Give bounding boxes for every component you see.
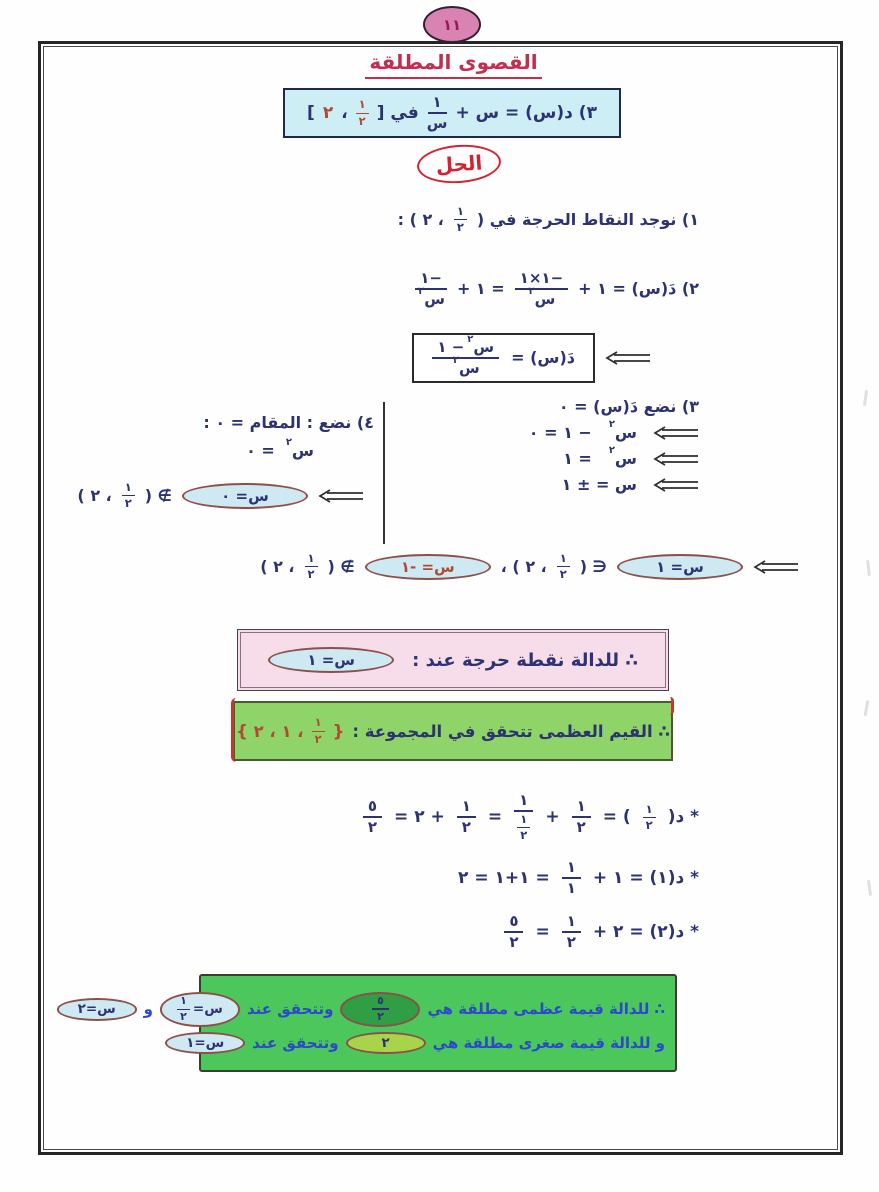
text-segment: −١	[420, 269, 442, 287]
step1-find-critical-points	[398, 205, 699, 234]
text-segment: − ١ = ٠	[528, 423, 592, 442]
fraction	[305, 552, 318, 581]
text-segment: و للدالة قيمة صغرى مطلقة هي	[432, 1034, 665, 1053]
text-segment: ٢	[307, 567, 315, 582]
fraction	[312, 716, 325, 745]
text-segment: ٢	[645, 817, 653, 832]
text-segment: ، ٢ ) :	[397, 210, 444, 230]
text-segment: ١	[432, 92, 442, 111]
oval-highlight	[346, 1032, 426, 1054]
text-segment: ]	[307, 103, 315, 123]
power-term: س ٢	[608, 418, 637, 442]
text-segment: ٢	[509, 933, 519, 952]
text-segment: س=	[192, 1001, 223, 1018]
step2-derivative	[415, 270, 699, 308]
text-segment: ٢	[377, 1010, 384, 1024]
step3-head	[559, 397, 699, 416]
implies-arrow-icon	[753, 560, 799, 574]
text-segment: ١	[456, 204, 464, 218]
text-segment: ٢	[566, 933, 576, 952]
fraction	[514, 792, 533, 843]
text-segment: ٢) دَ(س) = ١ +	[578, 279, 699, 299]
text-segment: * د(	[667, 807, 699, 828]
fraction	[363, 798, 382, 837]
fraction	[572, 798, 591, 837]
text-segment: ١	[180, 994, 187, 1008]
text-segment: ٢	[381, 1035, 390, 1052]
text-segment: ٢	[367, 818, 378, 837]
text-segment: + ٢ =	[394, 807, 445, 828]
text-segment: س	[426, 114, 448, 132]
step3-set-derivative-zero	[529, 397, 699, 494]
text-segment: ، ٢ )	[260, 557, 295, 577]
text-segment: ، ٢ )	[77, 486, 112, 506]
text-segment: = ١+١ = ٢	[458, 867, 550, 888]
power-term: س ٢	[608, 444, 637, 468]
oval-highlight	[268, 647, 394, 673]
text-segment: ، ١ ، ٢ }	[236, 721, 304, 741]
step3-row	[528, 418, 699, 442]
lesson-title: القصوى المطلقة	[365, 50, 541, 79]
text-segment: ١	[559, 551, 567, 565]
oval-highlight	[57, 998, 137, 1020]
page-number-badge	[423, 6, 481, 43]
final-answer-box	[77, 974, 677, 1072]
text-segment: ٢	[322, 103, 334, 123]
evaluation-row	[458, 859, 699, 898]
text-segment: = ١	[563, 449, 592, 468]
power-term: س ٢	[467, 334, 495, 357]
text-segment: ٣) د(س) = س +	[455, 103, 597, 123]
text-segment: ١) نوجد النقاط الحرجة في (	[476, 210, 699, 230]
fraction	[177, 995, 190, 1023]
step4-set-denominator-zero	[77, 413, 374, 510]
text-segment: ١	[358, 97, 366, 112]
text-segment: ١	[520, 812, 528, 827]
text-segment: ٤) نضع : المقام = ٠ :	[203, 413, 374, 432]
text-segment: س=٢	[77, 1001, 116, 1018]
text-segment: ٢	[576, 818, 586, 837]
fraction	[515, 270, 568, 308]
scan-artifact	[864, 700, 870, 716]
text-segment: ٥	[509, 912, 519, 931]
text-segment: ٢	[461, 818, 471, 837]
step4-row	[77, 481, 364, 510]
oval-highlight	[182, 483, 308, 509]
text-segment: وتتحقق عند	[247, 1000, 334, 1019]
text-segment: ٣) نضع دَ(س) = ٠	[558, 397, 699, 416]
absolute-minimum-statement	[165, 1032, 665, 1054]
text-segment: ∌ (	[327, 557, 355, 577]
text-segment: ٢	[314, 731, 322, 746]
oval-highlight	[340, 992, 420, 1027]
text-segment: ١	[566, 912, 576, 931]
text-segment: ١	[645, 801, 653, 816]
power-term: س ٢	[418, 286, 445, 309]
fraction	[454, 205, 467, 234]
text-segment: ٢	[520, 828, 528, 843]
fraction	[372, 995, 389, 1024]
text-segment: ١	[519, 791, 529, 809]
implies-arrow-icon	[318, 489, 364, 503]
fraction	[356, 98, 369, 127]
column-divider	[383, 402, 385, 544]
text-segment: س=١	[186, 1035, 225, 1052]
text-segment: وتتحقق عند	[252, 1034, 339, 1053]
text-segment: ١	[314, 715, 322, 730]
evaluation-row	[504, 913, 699, 952]
text-segment: −١×١	[519, 269, 564, 287]
text-segment: ٥	[377, 993, 384, 1007]
scan-artifact	[863, 390, 868, 406]
text-segment: س = ± ١	[561, 475, 637, 494]
boxed-formula	[412, 333, 595, 383]
text-segment: و	[143, 1000, 153, 1019]
fraction	[122, 481, 135, 510]
solution-label: الحل	[434, 150, 484, 178]
fraction	[432, 334, 499, 378]
implies-arrow-icon	[605, 351, 651, 365]
fraction	[504, 913, 523, 952]
scan-artifact	[867, 880, 872, 896]
text-segment: =	[487, 807, 503, 828]
scan-artifact	[866, 560, 871, 576]
text-segment: +	[545, 807, 560, 828]
power-term: س ٢	[452, 355, 480, 378]
implies-arrow-icon	[653, 426, 699, 440]
fraction	[517, 813, 530, 842]
oval-highlight	[365, 554, 491, 580]
oval-highlight	[160, 992, 240, 1026]
text-segment: ١	[461, 797, 471, 816]
text-segment: س= ٠	[221, 486, 269, 505]
implies-arrow-icon	[653, 452, 699, 466]
problem-statement	[307, 90, 597, 136]
text-segment: ٢	[124, 496, 132, 511]
text-segment: ١	[566, 878, 576, 897]
page-number: ١١	[442, 15, 462, 34]
critical-point-box	[237, 629, 669, 691]
candidate-set-box	[233, 701, 673, 761]
absolute-maximum-statement	[57, 992, 665, 1027]
text-segment: * د(٢) = ٢ +	[592, 922, 699, 943]
text-segment: ١	[566, 857, 576, 876]
implies-arrow-icon	[653, 478, 699, 492]
fraction	[415, 270, 447, 308]
text-segment: س= -١	[400, 557, 455, 576]
lesson-title-wrap	[14, 50, 879, 79]
oval-highlight	[165, 1032, 245, 1054]
evaluation-block	[363, 792, 699, 952]
fraction	[562, 913, 581, 952]
text-segment: ٢	[358, 113, 366, 128]
text-segment: = ١ +	[456, 279, 505, 299]
text-segment: ١	[576, 797, 586, 816]
text-segment: ∈ (	[579, 557, 607, 577]
step3-row	[562, 475, 699, 494]
membership-conclusion-row	[260, 552, 799, 581]
text-segment: ٢	[456, 220, 464, 235]
text-segment: في [	[376, 103, 419, 123]
evaluation-row	[363, 792, 699, 843]
text-segment: ٢	[180, 1009, 187, 1023]
critical-point-statement	[240, 632, 666, 688]
text-segment: ، ٢ ) ،	[500, 557, 547, 577]
text-segment: ) =	[602, 807, 631, 828]
text-segment: ،	[341, 103, 348, 123]
text-segment: ٥	[367, 797, 378, 816]
text-segment: دَ(س) =	[511, 348, 575, 368]
step3-row	[563, 444, 699, 468]
text-segment: ∴ للدالة نقطة حرجة عند :	[412, 649, 638, 671]
derivative-result-row	[412, 333, 651, 383]
fraction	[457, 798, 476, 837]
step4-row	[246, 436, 314, 460]
power-term: س ٢	[528, 286, 556, 309]
text-segment: ١	[124, 480, 132, 494]
oval-highlight	[617, 554, 743, 580]
text-segment: ١	[307, 551, 315, 565]
fraction	[562, 859, 581, 898]
step4-head	[203, 413, 374, 432]
fraction	[557, 552, 570, 581]
text-segment: س= ١	[307, 651, 355, 669]
text-segment: =	[535, 922, 550, 943]
problem-statement-box	[283, 88, 621, 138]
power-term: س ٢	[285, 436, 314, 460]
text-segment: * د(١) = ١ +	[592, 867, 699, 888]
text-segment: {	[332, 721, 345, 741]
text-segment: ∌ (	[144, 486, 172, 506]
text-segment: ∴ للدالة قيمة عظمى مطلقة هي	[427, 1000, 665, 1019]
text-segment: ∴ القيم العظمى تتحقق في المجموعة :	[352, 721, 670, 741]
text-segment: = ٠	[246, 441, 275, 460]
text-segment: ٢	[559, 567, 567, 582]
text-segment: − ١	[437, 338, 465, 356]
fraction	[427, 94, 448, 133]
fraction	[643, 803, 656, 832]
text-segment: س= ١	[656, 557, 704, 576]
